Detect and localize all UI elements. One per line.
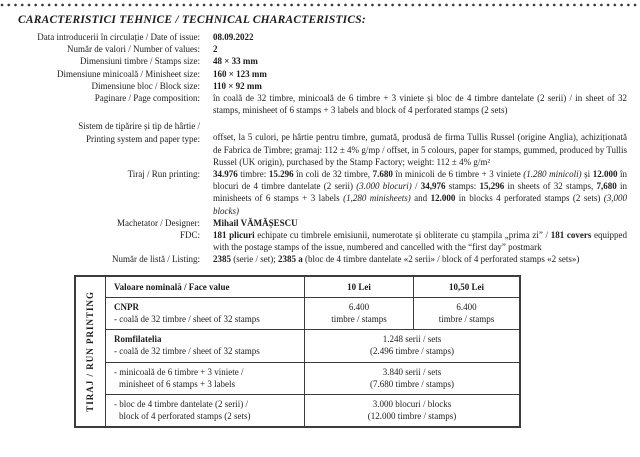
detail-row-printing-system — [18, 120, 627, 168]
perforation-dotted-line — [0, 3, 640, 7]
detail-label: FDC: — [179, 230, 200, 241]
cell-romfilatelia-merged — [305, 330, 521, 362]
face-value-header: Valoare nominală / Face value — [106, 276, 305, 298]
table-side-label: TIRAJ / RUN PRINTING — [85, 291, 96, 412]
row-label-name: Romfilatelia — [114, 334, 162, 345]
technical-characteristics-page — [0, 3, 640, 457]
cell-cnpr-10-lei — [305, 297, 414, 329]
detail-label: Tiraj / Run printing: — [127, 169, 200, 180]
detail-label: Număr de listă / Listing: — [112, 254, 200, 265]
row-label-cnpr — [106, 297, 305, 329]
detail-row-stamps-size — [18, 55, 627, 67]
row-label-block — [106, 395, 305, 428]
detail-value: 2 — [213, 44, 218, 55]
row-label-desc: - coală de 32 timbre / sheet of 32 stamps — [114, 346, 260, 357]
cell-value-line2: timbre / stamps — [331, 314, 387, 325]
detail-value: Mihail VĂMĂȘESCU — [213, 217, 298, 228]
detail-row-date-of-issue — [18, 31, 627, 43]
detail-value: în coală de 32 timbre, minicoală de 6 timbre + 3 viniete și bloc de 4 timbre dantelate (2 serii) / in sheet of 32 stamps, minisheet of 6 stamps + 3 labels and block of 4 perforated stamps (2 sets) — [213, 93, 627, 116]
row-label-line2: minisheet of 6 stamps + 3 labels — [119, 378, 236, 389]
row-label-name: CNPR — [114, 301, 139, 312]
detail-label: Data introducerii în circulație / Date of issue: — [37, 32, 200, 42]
cell-value-line2: (7.680 timbre / stamps) — [370, 378, 454, 389]
detail-label: Machetator / Designer: — [117, 217, 200, 228]
column-header-10-lei: 10 Lei — [305, 276, 414, 298]
detail-label: Număr de valori / Number of values: — [67, 44, 200, 55]
detail-label: Dimensiune minicoală / Minisheet size: — [57, 68, 200, 79]
cell-value-line1: 1.248 serii / sets — [382, 334, 442, 345]
row-label-line1: - bloc de 4 timbre dantelate (2 serii) / — [114, 399, 248, 410]
details-section — [18, 31, 627, 266]
detail-row-designer — [18, 217, 627, 229]
detail-row-run-printing — [18, 168, 627, 217]
detail-row-block-size — [18, 80, 627, 92]
detail-label: Dimensiune bloc / Block size: — [91, 80, 200, 91]
detail-label-line2: Printing system and paper type: — [86, 133, 200, 144]
row-label-line2: block of 4 perforated stamps (2 sets) — [119, 411, 251, 422]
table-row-minisheet — [75, 362, 520, 394]
table-row-cnpr — [75, 297, 520, 329]
page-title: CARACTERISTICI TEHNICE / TECHNICAL CHARACTERISTICS: — [18, 14, 366, 26]
detail-label: Dimensiuni timbre / Stamps size: — [80, 56, 200, 67]
cell-value-line2: (2.496 timbre / stamps) — [370, 346, 454, 357]
row-label-line1: - minicoală de 6 timbre + 3 viniete / — [114, 366, 244, 377]
detail-row-fdc — [18, 229, 627, 253]
detail-row-number-of-values — [18, 43, 627, 55]
detail-row-listing — [18, 253, 627, 265]
table-side-label-cell — [75, 276, 106, 428]
detail-value: 110 × 92 mm — [213, 80, 262, 91]
cell-cnpr-10-50-lei — [414, 297, 521, 329]
detail-value: 2385 (serie / set); 2385 a (bloc de 4 timbre dantelate «2 serii» / block of 4 perforated stamps «2 sets») — [213, 254, 580, 265]
cell-value-line2: (12.000 timbre / stamps) — [367, 411, 457, 422]
detail-row-minisheet-size — [18, 68, 627, 80]
cell-value-line1: 6.400 — [348, 301, 370, 312]
table-row-romfilatelia — [75, 330, 520, 362]
table-header-row — [75, 276, 520, 298]
detail-label: Paginare / Page composition: — [94, 93, 200, 104]
detail-value: 34.976 timbre: 15.296 în coli de 32 timbre, 7.680 în minicoli de 6 timbre + 3 viniete (1.280 minicoli) și 12.000 în blocuri de 4 timbre dantelate (2 serii) (3.000 blocuri) / 34,976 stamps: 15,296 in sheets of 32 stamps, 7,680 in minisheets of 6 stamps + 3 labels (1,280 minisheets) and 12.000 in blocks 4 perforated stamps (2 sets) (3,000 blocks) — [213, 169, 628, 216]
row-label-desc: - coală de 32 timbre / sheet of 32 stamps — [114, 314, 260, 325]
detail-value: 48 × 33 mm — [213, 56, 258, 67]
detail-label — [18, 120, 200, 144]
row-label-minisheet — [106, 362, 305, 394]
row-label-romfilatelia — [106, 330, 305, 362]
cell-minisheet-merged — [305, 362, 521, 394]
column-header-10-50-lei: 10,50 Lei — [414, 276, 521, 298]
cell-value-line1: 3.840 serii / sets — [382, 366, 442, 377]
print-run-table — [74, 275, 521, 429]
detail-label-line1: Sistem de tipărire și tip de hârtie / — [78, 121, 200, 132]
cell-block-merged — [305, 395, 521, 428]
detail-value: 160 × 123 mm — [213, 68, 267, 79]
cell-value-line1: 6.400 — [456, 301, 477, 312]
detail-row-page-composition — [18, 92, 627, 116]
table-row-block — [75, 395, 520, 428]
detail-value: 181 plicuri echipate cu timbrele emisiunii, numerotate și obliterate cu ștampila „prima zi” / 181 covers equipped with the postage stamps of the issue, numbered and cancelled with the “first day” postmark — [213, 230, 627, 253]
detail-value: offset, la 5 culori, pe hârtie pentru timbre, gumată, produsă de firma Tullis Russel (origine Anglia), achiziționată de Fabrica de Timbre; gramaj: 112 ± 4% g/mp / offset, in 5 colours, paper for stamps, gummed, produced by Tullis Russel (UK origin), purchased by the Stamp Factory; weight: 112 ± 4% g/m² — [213, 132, 627, 167]
cell-value-line2: timbre / stamps — [438, 314, 495, 325]
cell-value-line1: 3.000 blocuri / blocks — [372, 399, 452, 410]
detail-value: 08.09.2022 — [213, 32, 254, 42]
